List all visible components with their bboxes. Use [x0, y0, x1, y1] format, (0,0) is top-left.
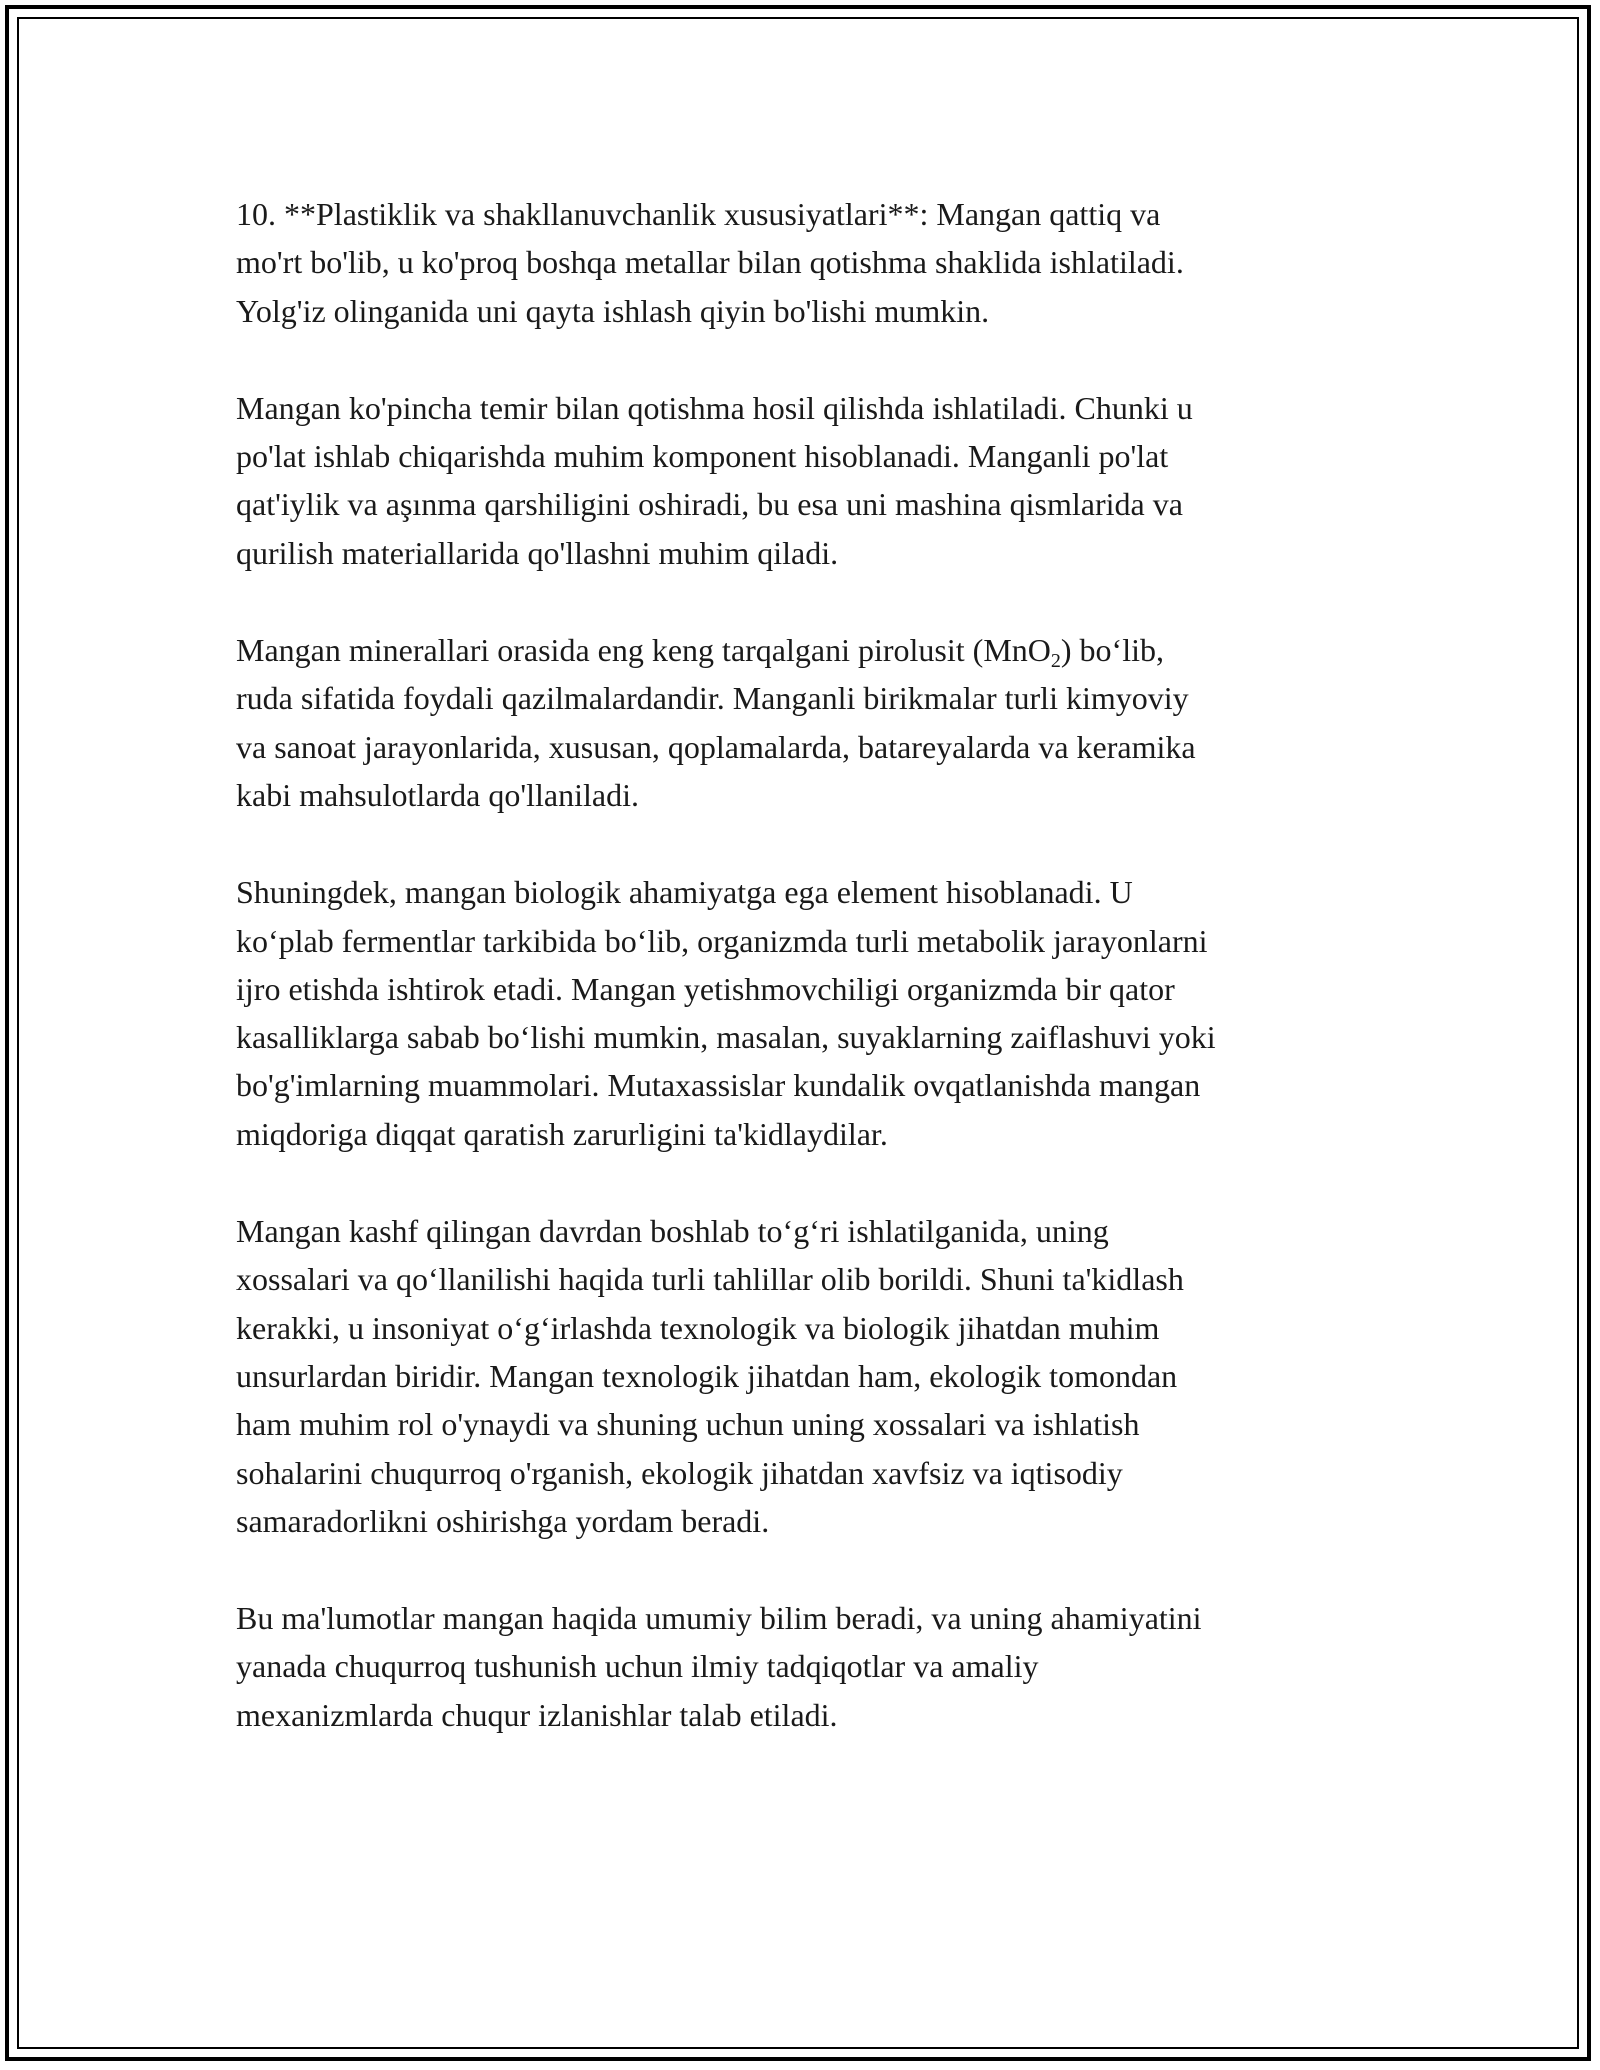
text-line: Yolg'iz olinganida uni qayta ishlash qiyin bo'lishi mumkin.: [236, 292, 990, 329]
text-line: sohalarini chuqurroq o'rganish, ekologik jihatdan xavfsiz va iqtisodiy: [236, 1454, 1123, 1491]
text-line: Mangan kashf qilingan davrdan boshlab to‘g‘ri ishlatilganida, uning: [236, 1213, 1109, 1250]
text-line: ko‘plab fermentlar tarkibida bo‘lib, organizmda turli metabolik jarayonlarni: [236, 922, 1208, 959]
text-line: 10. **Plastiklik va shakllanuvchanlik xususiyatlari**: Mangan qattiq va: [236, 196, 1161, 232]
formula-text-before: Mangan minerallari orasida eng keng tarqalgani pirolusit (MnO: [236, 632, 1051, 669]
text-line: qurilish materiallarida qo'llashni muhim qiladi.: [236, 534, 839, 571]
text-line: kerakki, u insoniyat o‘g‘irlashda texnologik va biologik jihatdan muhim: [236, 1309, 1160, 1346]
text-line: Shuningdek, mangan biologik ahamiyatga ega element hisoblanadi. U: [236, 874, 1133, 911]
text-line: Bu ma'lumotlar mangan haqida umumiy bilim beradi, va uning ahamiyatini: [236, 1600, 1202, 1637]
text-line-with-formula: [236, 626, 1376, 674]
text-line: mexanizmlarda chuqur izlanishlar talab etiladi.: [236, 1696, 838, 1733]
document-body: [236, 190, 1376, 1788]
text-line: kabi mahsulotlarda qo'llaniladi.: [236, 776, 639, 813]
formula-text-after: ) bo‘lib,: [1060, 632, 1164, 669]
text-line: yanada chuqurroq tushunish uchun ilmiy tadqiqotlar va amaliy: [236, 1648, 1039, 1685]
text-line: va sanoat jarayonlarida, xususan, qoplamalarda, batareyalarda va keramika: [236, 728, 1196, 765]
text-line: Mangan ko'pincha temir bilan qotishma hosil qilishda ishlatiladi. Chunki u: [236, 389, 1193, 426]
paragraph-conclusion: [236, 1594, 1376, 1739]
text-line: ham muhim rol o'ynaydi va shuning uchun uning xossalari va ishlatish: [236, 1406, 1140, 1443]
text-line: samaradorlikni oshirishga yordam beradi.: [236, 1502, 770, 1539]
text-line: po'lat ishlab chiqarishda muhim komponent hisoblanadi. Manganli po'lat: [236, 438, 1169, 475]
text-line: unsurlardan biridir. Mangan texnologik jihatdan ham, ekologik tomondan: [236, 1357, 1178, 1394]
paragraph-discovery: [236, 1207, 1376, 1545]
paragraph-steel: [236, 384, 1376, 577]
text-line: ijro etishda ishtirok etadi. Mangan yetishmovchiligi organizmda bir qator: [236, 970, 1175, 1007]
paragraph-minerals: [236, 626, 1376, 819]
text-line: mo'rt bo'lib, u ko'proq boshqa metallar bilan qotishma shaklida ishlatiladi.: [236, 244, 1184, 281]
paragraph-plasticity: [236, 190, 1376, 335]
text-line: miqdoriga diqqat qaratish zarurligini ta'kidlaydilar.: [236, 1115, 888, 1152]
text-line: xossalari va qo‘llanilishi haqida turli tahlillar olib borildi. Shuni ta'kidlash: [236, 1261, 1184, 1298]
text-line: bo'g'imlarning muammolari. Mutaxassislar kundalik ovqatlanishda mangan: [236, 1067, 1201, 1104]
text-line: ruda sifatida foydali qazilmalardandir. Manganli birikmalar turli kimyoviy: [236, 680, 1189, 717]
paragraph-biology: [236, 868, 1376, 1158]
text-line: kasalliklarga sabab bo‘lishi mumkin, masalan, suyaklarning zaiflashuvi yoki: [236, 1019, 1216, 1056]
text-line: qat'iylik va aşınma qarshiligini oshiradi, bu esa uni mashina qismlarida va: [236, 486, 1183, 523]
formula-subscript: 2: [1050, 650, 1061, 673]
